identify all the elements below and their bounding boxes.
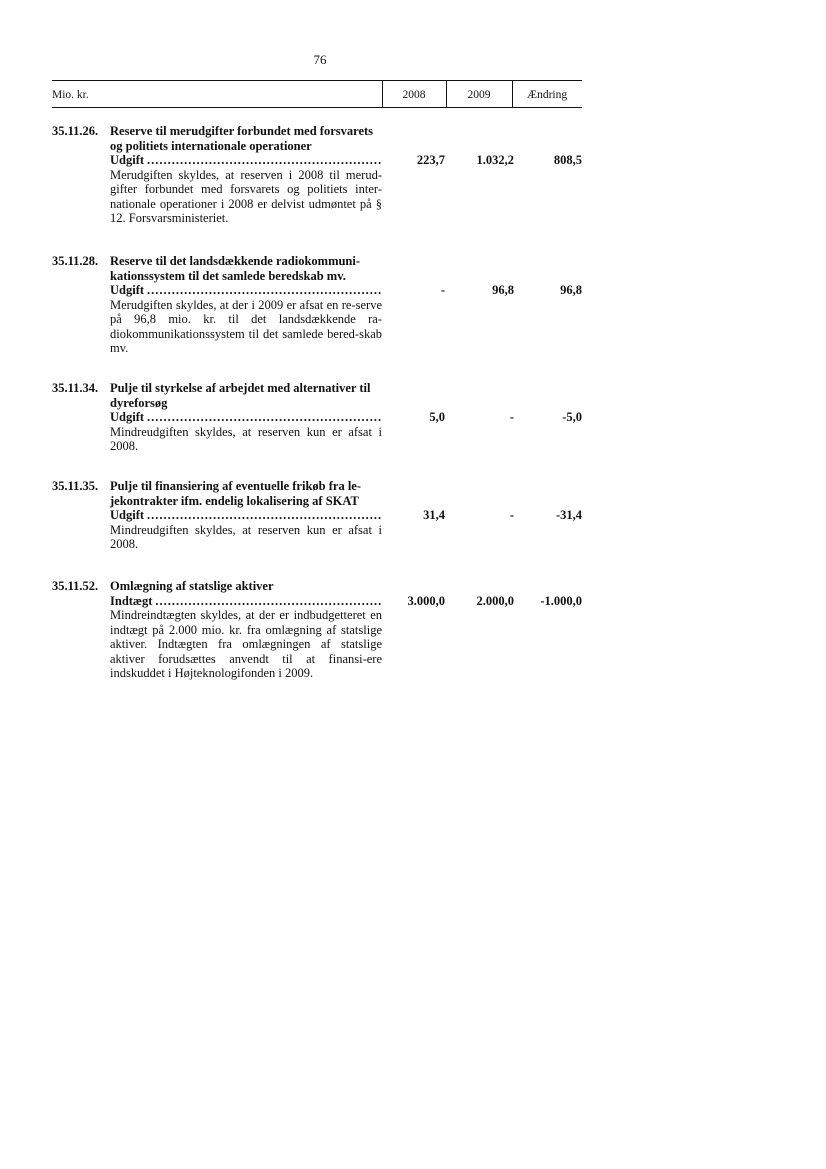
- row-label: Indtægt: [110, 593, 153, 608]
- entry-body: [110, 479, 382, 552]
- row-label: Udgift: [110, 508, 145, 522]
- entry-row: [110, 410, 382, 425]
- unit-label: Mio. kr.: [52, 89, 89, 101]
- entry-title: Reserve til merudgifter forbundet med forsvarets og politiets internationale operationer: [110, 124, 374, 153]
- entry-body: [110, 254, 382, 356]
- entry-row: [110, 594, 382, 609]
- entry-code: 35.11.26.: [52, 124, 99, 138]
- table-header: [52, 80, 582, 108]
- value-2009: -: [509, 508, 514, 522]
- value-2008: -: [440, 283, 445, 297]
- entry-code: 35.11.28.: [52, 254, 99, 268]
- value-2009: 2.000,0: [476, 594, 514, 608]
- entry-body: [110, 579, 382, 681]
- dot-leader: [147, 410, 382, 425]
- entry-description: Mindreindtægten skyldes, at der er indbudgetteret en indtægt på 2.000 mio. kr. fra omlægning af statslige aktiver. Indtægten fra omlægningen af statslige aktiver forudsættes anvendt til at finansi-ere indskuddet i Højteknologifonden i 2009.: [110, 608, 382, 680]
- row-label: Udgift: [110, 283, 145, 297]
- entry-description: Merudgiften skyldes, at der i 2009 er afsat en re-serve på 96,8 mio. kr. til det landsdækkende ra-diokommunikationssystem til det samlede bered-skab mv.: [110, 297, 382, 355]
- entry-title: Pulje til finansiering af eventuelle frikøb fra le-jekontrakter ifm. endelig lokalisering af SKAT: [110, 479, 362, 508]
- entry-description: Mindreudgiften skyldes, at reserven kun er afsat i 2008.: [110, 522, 382, 551]
- dot-leader: [147, 153, 382, 168]
- dot-leader: [147, 283, 382, 298]
- entry-row: [110, 508, 382, 523]
- value-2008: 5,0: [429, 410, 445, 424]
- header-bottom-rule: [52, 107, 582, 108]
- value-change: -1.000,0: [540, 594, 582, 608]
- entry-code: 35.11.52.: [52, 579, 99, 593]
- page-number: 76: [313, 52, 327, 67]
- dot-leader: [155, 594, 382, 609]
- header-top-rule: [52, 80, 582, 81]
- entry-body: [110, 124, 382, 226]
- value-2009: -: [509, 410, 514, 424]
- entry-title: Reserve til det landsdækkende radiokommuni-kationssystem til det samlede beredskab mv.: [110, 254, 361, 283]
- entry-code: 35.11.34.: [52, 381, 99, 395]
- entry-body: [110, 381, 382, 454]
- column-header-change: Ændring: [526, 89, 568, 101]
- value-2008: 3.000,0: [407, 594, 445, 608]
- value-change: -31,4: [555, 508, 582, 522]
- value-change: -5,0: [562, 410, 582, 424]
- value-2009: 1.032,2: [476, 153, 514, 167]
- entry-code: 35.11.35.: [52, 479, 99, 493]
- value-2008: 223,7: [416, 153, 445, 167]
- dot-leader: [147, 508, 382, 523]
- entry-title: Pulje til styrkelse af arbejdet med alternativer til dyreforsøg: [110, 381, 371, 410]
- column-header-2009: 2009: [467, 89, 491, 101]
- entry-description: Merudgiften skyldes, at reserven i 2008 til merud-gifter forbundet med forsvarets og politiets inter-nationale operationer i 2008 er delvist udmøntet på § 12. Forsvarsministeriet.: [110, 167, 382, 225]
- value-2008: 31,4: [423, 508, 445, 522]
- row-label: Udgift: [110, 410, 145, 424]
- value-2009: 96,8: [492, 283, 514, 297]
- entry-title: Omlægning af statslige aktiver: [110, 579, 274, 593]
- row-label: Udgift: [110, 153, 145, 167]
- column-header-2008: 2008: [402, 89, 426, 101]
- entry-row: [110, 153, 382, 168]
- entry-row: [110, 283, 382, 298]
- entry-description: Mindreudgiften skyldes, at reserven kun er afsat i 2008.: [110, 424, 382, 453]
- value-change: 808,5: [553, 153, 582, 167]
- value-change: 96,8: [560, 283, 582, 297]
